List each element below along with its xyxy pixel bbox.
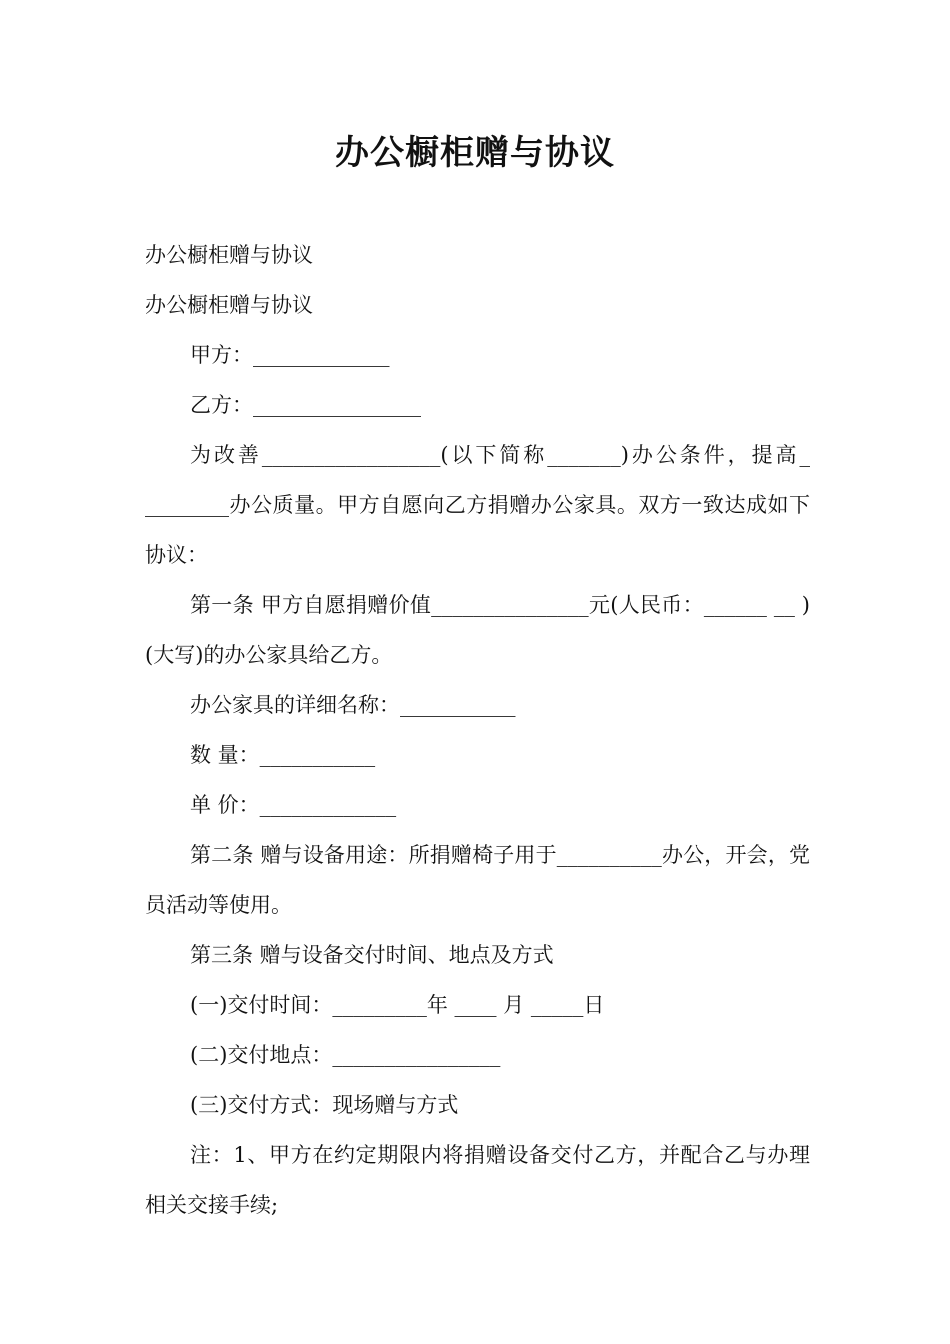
delivery-place-line: (二)交付地点：________________ [190, 1043, 501, 1067]
delivery-time-line: (一)交付时间：_________年 ____ 月 _____日 [190, 993, 605, 1017]
article-1-paragraph: 第一条 甲方自愿捐赠价值_______________元(人民币：______ __ )(大写)的办公家具给乙方。 [145, 593, 810, 667]
document-title: 办公橱柜赠与协议 [335, 133, 615, 173]
party-b-line: 乙方：________________ [190, 393, 421, 417]
unit-price-line: 单 价：_____________ [190, 793, 397, 817]
note-paragraph: 注：1、甲方在约定期限内将捐赠设备交付乙方，并配合乙与办理相关交接手续; [145, 1143, 810, 1217]
quantity-line: 数 量：___________ [190, 743, 376, 767]
delivery-method-line: (三)交付方式：现场赠与方式 [190, 1093, 459, 1117]
document-body [145, 230, 810, 1230]
article-3-heading: 第三条 赠与设备交付时间、地点及方式 [190, 943, 554, 967]
preamble-paragraph: 为改善_________________(以下简称_______)办公条件，提高_ ________办公质量。甲方自愿向乙方捐赠办公家具。双方一致达成如下协议： [145, 443, 810, 567]
paragraph: 办公橱柜赠与协议 [145, 293, 313, 317]
furniture-name-line: 办公家具的详细名称：___________ [190, 693, 516, 717]
article-2-paragraph: 第二条 赠与设备用途：所捐赠椅子用于__________办公，开会，党员活动等使用。 [145, 843, 810, 917]
paragraph: 办公橱柜赠与协议 [145, 243, 313, 267]
party-a-line: 甲方：_____________ [190, 343, 390, 367]
